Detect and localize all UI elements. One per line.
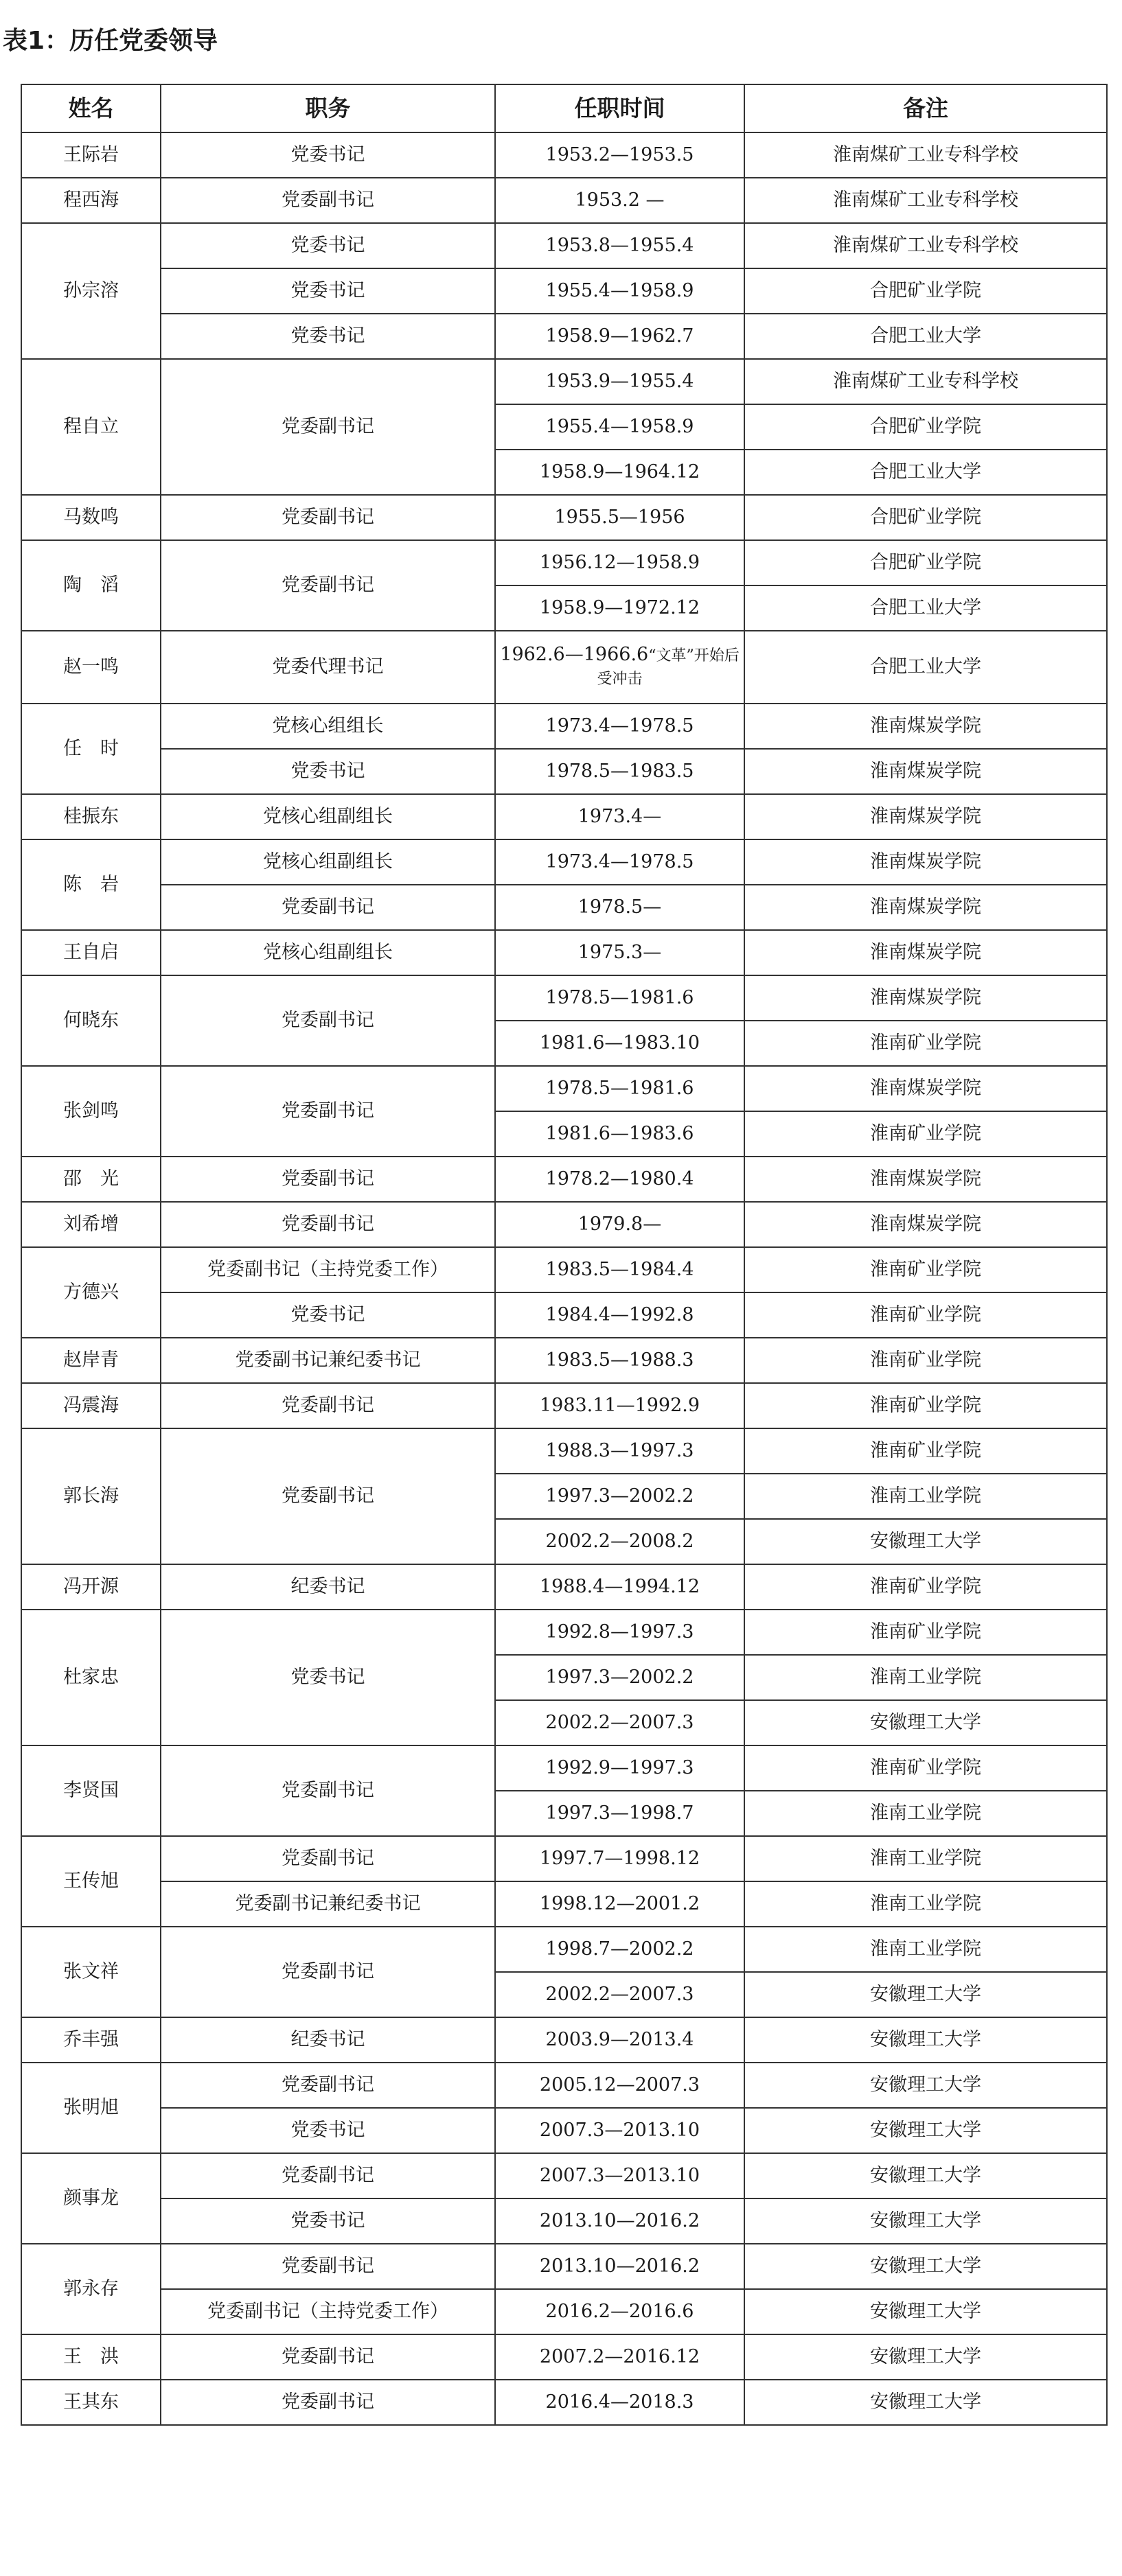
cell-name: 张剑鸣 <box>21 1066 161 1157</box>
cell-name: 冯开源 <box>21 1564 161 1610</box>
cell-term: 2016.4—2018.3 <box>495 2380 744 2425</box>
cell-post: 党委副书记 <box>161 540 495 631</box>
cell-term: 1983.5—1988.3 <box>495 1338 744 1383</box>
cell-name: 郭长海 <box>21 1428 161 1564</box>
cell-note: 淮南矿业学院 <box>744 1247 1107 1292</box>
cell-term: 2007.2—2016.12 <box>495 2334 744 2380</box>
cell-post: 党委副书记 <box>161 2380 495 2425</box>
table-row <box>21 749 1107 794</box>
cell-note: 安徽理工大学 <box>744 2289 1107 2334</box>
table-row <box>21 1745 1107 1791</box>
cell-note: 安徽理工大学 <box>744 1700 1107 1745</box>
table-row <box>21 1836 1107 1881</box>
cell-note: 安徽理工大学 <box>744 2063 1107 2108</box>
table-row <box>21 975 1107 1021</box>
cell-post: 党委副书记 <box>161 1927 495 2017</box>
document-title: 表1：历任党委领导 <box>3 27 218 55</box>
cell-term <box>495 631 744 704</box>
cell-name: 孙宗溶 <box>21 223 161 359</box>
cell-term: 2007.3—2013.10 <box>495 2108 744 2153</box>
cell-post: 党委副书记 <box>161 359 495 495</box>
cell-term: 1983.11—1992.9 <box>495 1383 744 1428</box>
cell-term: 2005.12—2007.3 <box>495 2063 744 2108</box>
cell-note: 合肥工业大学 <box>744 450 1107 495</box>
cell-name: 李贤国 <box>21 1745 161 1836</box>
cell-name: 王其东 <box>21 2380 161 2425</box>
cell-note: 合肥矿业学院 <box>744 495 1107 540</box>
cell-term: 2003.9—2013.4 <box>495 2017 744 2063</box>
table-row <box>21 2063 1107 2108</box>
table-row <box>21 268 1107 314</box>
cell-note: 淮南煤炭学院 <box>744 1202 1107 1247</box>
cell-term: 1997.3—1998.7 <box>495 1791 744 1836</box>
cell-name: 颜事龙 <box>21 2153 161 2244</box>
cell-name: 郭永存 <box>21 2244 161 2334</box>
cell-name: 方德兴 <box>21 1247 161 1338</box>
header-row <box>21 84 1107 132</box>
cell-term: 1955.5—1956 <box>495 495 744 540</box>
cell-name: 赵一鸣 <box>21 631 161 704</box>
cell-note: 淮南工业学院 <box>744 1474 1107 1519</box>
table-row <box>21 794 1107 839</box>
cell-term: 1981.6—1983.10 <box>495 1021 744 1066</box>
cell-post: 党委副书记 <box>161 2063 495 2108</box>
table-row <box>21 1881 1107 1927</box>
table-row <box>21 2289 1107 2334</box>
cell-term: 1992.9—1997.3 <box>495 1745 744 1791</box>
cell-note: 安徽理工大学 <box>744 2198 1107 2244</box>
cell-term: 1984.4—1992.8 <box>495 1292 744 1338</box>
cell-note: 安徽理工大学 <box>744 2017 1107 2063</box>
cell-note: 淮南矿业学院 <box>744 1111 1107 1157</box>
cell-note: 淮南煤炭学院 <box>744 704 1107 749</box>
cell-note: 淮南矿业学院 <box>744 1745 1107 1791</box>
cell-name: 王传旭 <box>21 1836 161 1927</box>
cell-post: 党委书记 <box>161 314 495 359</box>
cell-post: 党委副书记兼纪委书记 <box>161 1881 495 1927</box>
cell-term: 2002.2—2007.3 <box>495 1700 744 1745</box>
table-row <box>21 178 1107 223</box>
cell-post: 党委副书记 <box>161 2244 495 2289</box>
cell-post: 党委副书记 <box>161 2153 495 2198</box>
table-row <box>21 1202 1107 1247</box>
cell-note: 淮南矿业学院 <box>744 1564 1107 1610</box>
cell-note: 淮南煤矿工业专科学校 <box>744 359 1107 404</box>
cell-post: 党委副书记 <box>161 975 495 1066</box>
cell-post: 党委副书记 <box>161 1202 495 1247</box>
cell-post: 党委书记 <box>161 132 495 178</box>
table-row <box>21 495 1107 540</box>
table-row <box>21 540 1107 585</box>
cell-note: 淮南煤炭学院 <box>744 749 1107 794</box>
table-row <box>21 1338 1107 1383</box>
cell-term: 1958.9—1972.12 <box>495 585 744 631</box>
cell-term: 1978.5— <box>495 885 744 930</box>
cell-post: 党核心组副组长 <box>161 794 495 839</box>
table-row <box>21 885 1107 930</box>
cell-post: 党委副书记 <box>161 1066 495 1157</box>
leaders-table <box>21 84 1108 2426</box>
cell-note: 淮南煤炭学院 <box>744 794 1107 839</box>
cell-post: 党委副书记（主持党委工作） <box>161 1247 495 1292</box>
cell-post: 党委副书记兼纪委书记 <box>161 1338 495 1383</box>
cell-note: 安徽理工大学 <box>744 2334 1107 2380</box>
cell-note: 淮南煤炭学院 <box>744 1157 1107 1202</box>
table-body <box>21 132 1107 2425</box>
cell-post: 党委副书记 <box>161 1428 495 1564</box>
cell-term: 1953.2 — <box>495 178 744 223</box>
cell-term: 1998.12—2001.2 <box>495 1881 744 1927</box>
table-row <box>21 1927 1107 1972</box>
cell-post: 党委副书记 <box>161 2334 495 2380</box>
cell-term: 1997.7—1998.12 <box>495 1836 744 1881</box>
cell-post: 党委书记 <box>161 1610 495 1745</box>
cell-post: 党委代理书记 <box>161 631 495 704</box>
cell-note: 淮南矿业学院 <box>744 1428 1107 1474</box>
cell-post: 党核心组副组长 <box>161 839 495 885</box>
cell-term: 1958.9—1962.7 <box>495 314 744 359</box>
table-row <box>21 223 1107 268</box>
cell-name: 张文祥 <box>21 1927 161 2017</box>
cell-post: 党委副书记 <box>161 885 495 930</box>
cell-name: 马数鸣 <box>21 495 161 540</box>
cell-name: 桂振东 <box>21 794 161 839</box>
cell-note: 淮南煤炭学院 <box>744 975 1107 1021</box>
table-row <box>21 359 1107 404</box>
table-row <box>21 314 1107 359</box>
cell-note: 淮南矿业学院 <box>744 1610 1107 1655</box>
cell-note: 淮南工业学院 <box>744 1655 1107 1700</box>
cell-note: 安徽理工大学 <box>744 2153 1107 2198</box>
cell-term: 1975.3— <box>495 930 744 975</box>
table-row <box>21 1383 1107 1428</box>
table-row <box>21 1564 1107 1610</box>
cell-post: 党委副书记 <box>161 1383 495 1428</box>
cell-note: 淮南煤炭学院 <box>744 839 1107 885</box>
cell-term: 1953.2—1953.5 <box>495 132 744 178</box>
cell-term: 2007.3—2013.10 <box>495 2153 744 2198</box>
table-row <box>21 839 1107 885</box>
cell-note: 淮南矿业学院 <box>744 1292 1107 1338</box>
cell-note: 合肥矿业学院 <box>744 404 1107 450</box>
table-row <box>21 1428 1107 1474</box>
cell-term: 1953.9—1955.4 <box>495 359 744 404</box>
cell-post: 党委书记 <box>161 2198 495 2244</box>
table-row <box>21 1157 1107 1202</box>
cell-note: 安徽理工大学 <box>744 2380 1107 2425</box>
term-range: 1962.6—1966.6 <box>500 644 649 665</box>
cell-term: 1988.3—1997.3 <box>495 1428 744 1474</box>
cell-note: 淮南煤炭学院 <box>744 885 1107 930</box>
cell-note: 淮南煤矿工业专科学校 <box>744 132 1107 178</box>
cell-note: 安徽理工大学 <box>744 2244 1107 2289</box>
cell-post: 党委书记 <box>161 268 495 314</box>
header-note: 备注 <box>744 84 1107 132</box>
header-post: 职务 <box>161 84 495 132</box>
cell-note: 淮南矿业学院 <box>744 1338 1107 1383</box>
cell-post: 党核心组副组长 <box>161 930 495 975</box>
cell-note: 淮南工业学院 <box>744 1927 1107 1972</box>
term-note: “文革”开始后受冲击 <box>597 647 740 688</box>
cell-note: 安徽理工大学 <box>744 1972 1107 2017</box>
table-row <box>21 2380 1107 2425</box>
cell-name: 王 洪 <box>21 2334 161 2380</box>
cell-note: 淮南煤炭学院 <box>744 930 1107 975</box>
cell-name: 冯震海 <box>21 1383 161 1428</box>
cell-term: 1988.4—1994.12 <box>495 1564 744 1610</box>
table-row <box>21 1610 1107 1655</box>
table-row <box>21 2198 1107 2244</box>
cell-name: 任 时 <box>21 704 161 794</box>
cell-note: 淮南工业学院 <box>744 1836 1107 1881</box>
cell-post: 党委副书记（主持党委工作） <box>161 2289 495 2334</box>
cell-note: 合肥工业大学 <box>744 585 1107 631</box>
cell-term: 1955.4—1958.9 <box>495 404 744 450</box>
cell-note: 淮南煤炭学院 <box>744 1066 1107 1111</box>
cell-term: 1997.3—2002.2 <box>495 1474 744 1519</box>
table-row <box>21 704 1107 749</box>
table-row <box>21 2334 1107 2380</box>
table-row <box>21 2108 1107 2153</box>
cell-post: 党委书记 <box>161 2108 495 2153</box>
cell-post: 党核心组组长 <box>161 704 495 749</box>
cell-term: 2002.2—2007.3 <box>495 1972 744 2017</box>
cell-name: 王际岩 <box>21 132 161 178</box>
cell-term: 2002.2—2008.2 <box>495 1519 744 1564</box>
cell-term: 1983.5—1984.4 <box>495 1247 744 1292</box>
header-term: 任职时间 <box>495 84 744 132</box>
cell-note: 淮南煤矿工业专科学校 <box>744 178 1107 223</box>
cell-note: 淮南煤矿工业专科学校 <box>744 223 1107 268</box>
cell-note: 合肥矿业学院 <box>744 268 1107 314</box>
cell-note: 淮南工业学院 <box>744 1881 1107 1927</box>
cell-note: 合肥工业大学 <box>744 631 1107 704</box>
table-row <box>21 2244 1107 2289</box>
cell-term: 1973.4—1978.5 <box>495 839 744 885</box>
cell-term: 2013.10—2016.2 <box>495 2198 744 2244</box>
cell-note: 淮南矿业学院 <box>744 1383 1107 1428</box>
cell-note: 安徽理工大学 <box>744 2108 1107 2153</box>
cell-name: 王自启 <box>21 930 161 975</box>
cell-name: 张明旭 <box>21 2063 161 2153</box>
header-name: 姓名 <box>21 84 161 132</box>
cell-term: 2013.10—2016.2 <box>495 2244 744 2289</box>
table-row <box>21 930 1107 975</box>
cell-name: 赵岸青 <box>21 1338 161 1383</box>
cell-term: 1953.8—1955.4 <box>495 223 744 268</box>
cell-term: 1992.8—1997.3 <box>495 1610 744 1655</box>
cell-name: 陈 岩 <box>21 839 161 930</box>
cell-term: 1981.6—1983.6 <box>495 1111 744 1157</box>
table-row <box>21 2153 1107 2198</box>
cell-name: 邵 光 <box>21 1157 161 1202</box>
table-row <box>21 631 1107 704</box>
cell-name: 杜家忠 <box>21 1610 161 1745</box>
cell-term: 1956.12—1958.9 <box>495 540 744 585</box>
table-row <box>21 1292 1107 1338</box>
cell-name: 程西海 <box>21 178 161 223</box>
cell-term: 1978.5—1983.5 <box>495 749 744 794</box>
cell-term: 1998.7—2002.2 <box>495 1927 744 1972</box>
cell-post: 党委副书记 <box>161 1836 495 1881</box>
cell-post: 纪委书记 <box>161 1564 495 1610</box>
cell-post: 党委书记 <box>161 1292 495 1338</box>
cell-term: 1973.4—1978.5 <box>495 704 744 749</box>
cell-note: 安徽理工大学 <box>744 1519 1107 1564</box>
cell-term: 1978.5—1981.6 <box>495 975 744 1021</box>
cell-term: 1978.5—1981.6 <box>495 1066 744 1111</box>
table-row <box>21 132 1107 178</box>
cell-name: 何晓东 <box>21 975 161 1066</box>
cell-post: 党委书记 <box>161 223 495 268</box>
cell-term: 1978.2—1980.4 <box>495 1157 744 1202</box>
cell-post: 党委书记 <box>161 749 495 794</box>
cell-post: 党委副书记 <box>161 178 495 223</box>
cell-term: 1979.8— <box>495 1202 744 1247</box>
cell-note: 淮南工业学院 <box>744 1791 1107 1836</box>
table-row <box>21 1066 1107 1111</box>
cell-note: 合肥矿业学院 <box>744 540 1107 585</box>
cell-term: 1973.4— <box>495 794 744 839</box>
table-row <box>21 1247 1107 1292</box>
cell-term: 1997.3—2002.2 <box>495 1655 744 1700</box>
cell-post: 党委副书记 <box>161 495 495 540</box>
cell-post: 党委副书记 <box>161 1745 495 1836</box>
cell-post: 党委副书记 <box>161 1157 495 1202</box>
cell-name: 陶 滔 <box>21 540 161 631</box>
cell-post: 纪委书记 <box>161 2017 495 2063</box>
cell-name: 刘希增 <box>21 1202 161 1247</box>
cell-name: 程自立 <box>21 359 161 495</box>
cell-term: 2016.2—2016.6 <box>495 2289 744 2334</box>
cell-term: 1958.9—1964.12 <box>495 450 744 495</box>
table-row <box>21 2017 1107 2063</box>
cell-name: 乔丰强 <box>21 2017 161 2063</box>
cell-note: 合肥工业大学 <box>744 314 1107 359</box>
cell-term: 1955.4—1958.9 <box>495 268 744 314</box>
cell-note: 淮南矿业学院 <box>744 1021 1107 1066</box>
